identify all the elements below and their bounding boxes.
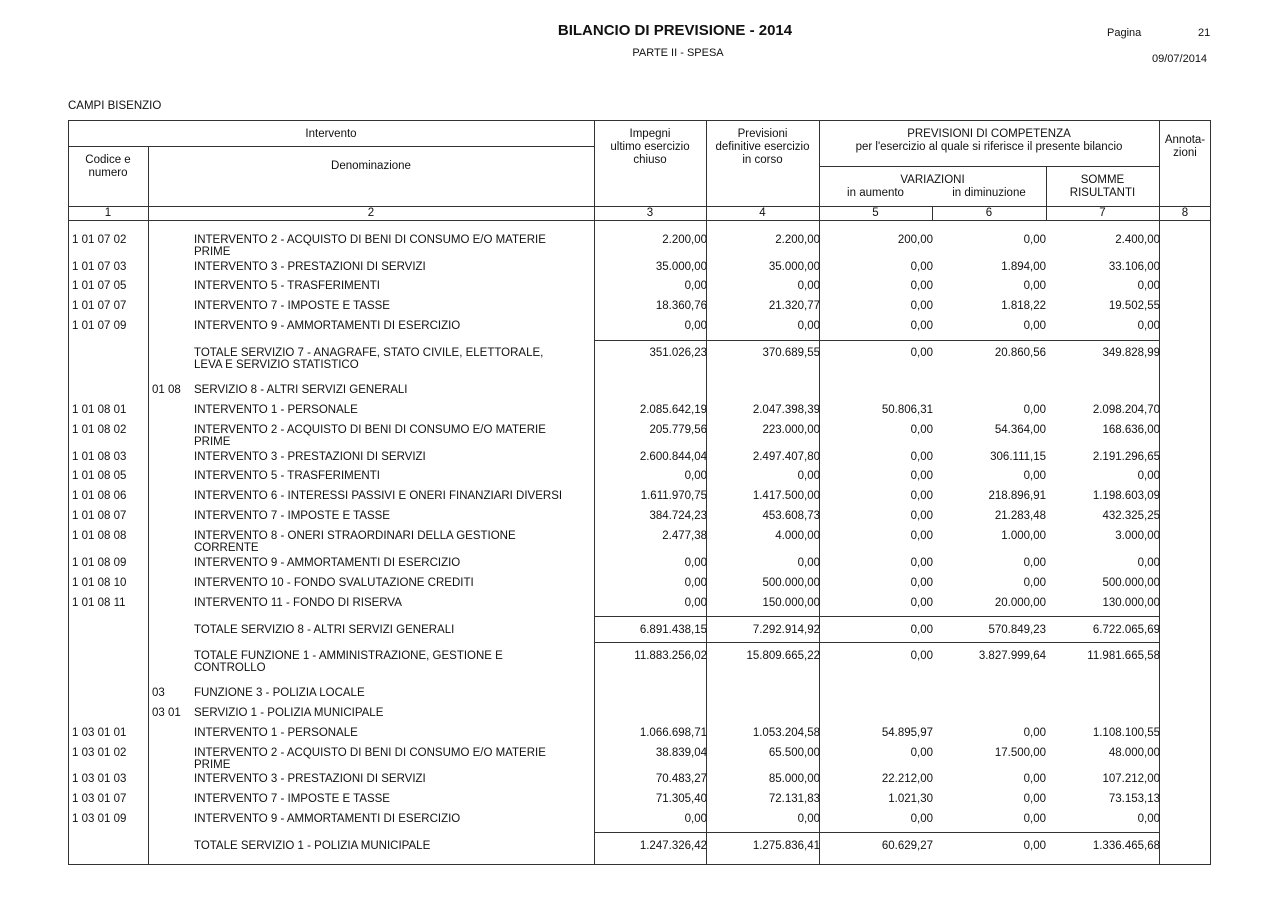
row-value: 0,00 [1023, 404, 1046, 416]
row-value: 2.477,38 [662, 530, 707, 542]
row-value: 50.806,31 [881, 404, 933, 416]
row-value: 306.111,15 [990, 451, 1046, 463]
row-value: 0,00 [797, 557, 820, 569]
page-label: Pagina [1107, 27, 1142, 39]
row-value: 0,00 [910, 424, 933, 436]
row-value: 0,00 [910, 577, 933, 589]
row-value: 168.636,00 [1102, 424, 1160, 436]
page-number: 21 [1198, 27, 1211, 39]
row-value: 73.153,13 [1108, 793, 1160, 805]
row-denominazione: INTERVENTO 7 - IMPOSTE E TASSE [194, 510, 390, 522]
row-denominazione: FUNZIONE 3 - POLIZIA LOCALE [194, 687, 365, 699]
row-value: 7.292.914,92 [752, 624, 820, 636]
row-value: 0,00 [797, 320, 820, 332]
row-value: 2.191.296,65 [1092, 451, 1160, 463]
row-denominazione: TOTALE SERVIZIO 1 - POLIZIA MUNICIPALE [194, 840, 431, 852]
row-denominazione: INTERVENTO 8 - ONERI STRAORDINARI DELLA GESTIONE CORRENTE [194, 530, 516, 554]
row-value: 1.000,00 [1001, 530, 1046, 542]
row-value: 0,00 [910, 813, 933, 825]
row-value: 18.360,76 [655, 300, 707, 312]
row-denominazione: INTERVENTO 10 - FONDO SVALUTAZIONE CREDITI [194, 577, 474, 589]
row-value: 1.417.500,00 [752, 490, 820, 502]
column-number: 1 [104, 207, 112, 219]
row-value: 70.483,27 [655, 773, 707, 785]
row-value: 500.000,00 [1102, 577, 1160, 589]
row-value: 0,00 [910, 320, 933, 332]
row-value: 35.000,00 [768, 261, 820, 273]
row-denominazione: TOTALE SERVIZIO 8 - ALTRI SERVIZI GENERALI [194, 624, 455, 636]
row-denominazione: INTERVENTO 5 - TRASFERIMENTI [194, 280, 380, 292]
row-code: 1 01 08 02 [72, 424, 127, 436]
row-code: 1 01 08 08 [72, 530, 127, 542]
row-value: 0,00 [1023, 470, 1046, 482]
row-value: 6.891.438,15 [639, 624, 707, 636]
row-denominazione: INTERVENTO 3 - PRESTAZIONI DI SERVIZI [194, 773, 426, 785]
row-value: 107.212,00 [1102, 773, 1160, 785]
row-value: 11.883.256,02 [634, 650, 707, 662]
row-code: 1 01 07 09 [72, 320, 127, 332]
row-code: 1 03 01 02 [72, 747, 127, 759]
column-number: 2 [367, 207, 375, 219]
header-codice: Codice e numero [85, 154, 131, 179]
row-value: 2.200,00 [775, 234, 820, 246]
row-value: 0,00 [910, 280, 933, 292]
header-impegni: Impegni ultimo esercizio chiuso [610, 128, 690, 166]
row-value: 35.000,00 [655, 261, 707, 273]
row-value: 21.283,48 [994, 510, 1046, 522]
row-value: 1.611.970,75 [640, 490, 707, 502]
row-denominazione: INTERVENTO 1 - PERSONALE [194, 404, 358, 416]
header-rule [68, 220, 1211, 221]
row-value: 0,00 [1023, 793, 1046, 805]
row-denominazione: INTERVENTO 9 - AMMORTAMENTI DI ESERCIZIO [194, 557, 461, 569]
row-value: 370.689,55 [762, 347, 820, 359]
row-value: 0,00 [797, 813, 820, 825]
row-value: 17.500,00 [994, 747, 1046, 759]
row-value: 0,00 [910, 347, 933, 359]
row-value: 0,00 [684, 470, 707, 482]
row-value: 500.000,00 [762, 577, 820, 589]
row-value: 453.608,73 [762, 510, 820, 522]
row-denominazione: INTERVENTO 9 - AMMORTAMENTI DI ESERCIZIO [194, 320, 461, 332]
row-value: 570.849,23 [988, 624, 1046, 636]
header-rule [68, 146, 594, 147]
row-value: 0,00 [1023, 577, 1046, 589]
header-competenza: PREVISIONI DI COMPETENZA per l'esercizio al quale si riferisce il presente bilancio [855, 128, 1123, 153]
row-value: 0,00 [684, 557, 707, 569]
row-value: 22.212,00 [881, 773, 933, 785]
row-denominazione: TOTALE SERVIZIO 7 - ANAGRAFE, STATO CIVILE, ELETTORALE, LEVA E SERVIZIO STATISTICO [194, 347, 544, 371]
row-value: 1.198.603,09 [1092, 490, 1160, 502]
row-code: 1 01 08 10 [72, 577, 127, 589]
row-value: 15.809.665,22 [746, 650, 820, 662]
row-value: 1.247.326,42 [639, 840, 707, 852]
row-value: 0,00 [910, 557, 933, 569]
header-previsioni: Previsioni definitive esercizio in corso [715, 128, 810, 166]
row-value: 0,00 [684, 320, 707, 332]
row-value: 19.502,55 [1108, 300, 1160, 312]
row-value: 1.066.698,71 [639, 727, 707, 739]
row-value: 0,00 [797, 280, 820, 292]
row-value: 1.108.100,55 [1092, 727, 1160, 739]
row-denominazione: INTERVENTO 11 - FONDO DI RISERVA [194, 597, 402, 609]
row-denominazione: INTERVENTO 3 - PRESTAZIONI DI SERVIZI [194, 261, 426, 273]
column-number: 7 [1099, 207, 1106, 219]
row-code: 1 01 07 02 [72, 234, 127, 246]
row-code: 1 01 08 05 [72, 470, 127, 482]
row-value: 0,00 [1023, 320, 1046, 332]
column-number: 3 [646, 207, 654, 219]
row-value: 0,00 [1023, 557, 1046, 569]
row-subcode: 03 [152, 687, 165, 699]
row-value: 0,00 [684, 577, 707, 589]
total-rule [594, 642, 1159, 643]
row-value: 0,00 [910, 530, 933, 542]
row-value: 351.026,23 [649, 347, 707, 359]
row-denominazione: INTERVENTO 3 - PRESTAZIONI DI SERVIZI [194, 451, 426, 463]
row-code: 1 03 01 01 [72, 727, 127, 739]
row-value: 1.818,22 [1001, 300, 1046, 312]
row-value: 0,00 [1023, 773, 1046, 785]
row-value: 0,00 [910, 451, 933, 463]
row-code: 1 03 01 07 [72, 793, 127, 805]
row-value: 1.336.465,68 [1092, 840, 1160, 852]
column-number: 6 [985, 207, 993, 219]
row-denominazione: INTERVENTO 2 - ACQUISTO DI BENI DI CONSUMO E/O MATERIE PRIME [194, 234, 546, 258]
row-denominazione: INTERVENTO 7 - IMPOSTE E TASSE [194, 793, 390, 805]
total-rule [594, 340, 1159, 341]
row-code: 1 01 07 05 [72, 280, 127, 292]
row-code: 1 01 08 03 [72, 451, 127, 463]
row-value: 21.320,77 [768, 300, 820, 312]
row-value: 384.724,23 [649, 510, 707, 522]
row-value: 33.106,00 [1108, 261, 1160, 273]
row-value: 6.722.065,69 [1092, 624, 1160, 636]
row-code: 1 01 07 03 [72, 261, 127, 273]
row-value: 38.839,04 [655, 747, 707, 759]
entity-name: CAMPI BISENZIO [68, 100, 162, 112]
row-value: 0,00 [910, 490, 933, 502]
row-value: 60.629,27 [881, 840, 933, 852]
row-value: 223.000,00 [762, 424, 820, 436]
total-rule [594, 832, 1159, 833]
row-value: 0,00 [1137, 557, 1160, 569]
row-value: 0,00 [684, 280, 707, 292]
row-denominazione: SERVIZIO 8 - ALTRI SERVIZI GENERALI [194, 384, 408, 396]
row-value: 205.779,56 [649, 424, 707, 436]
row-value: 2.098.204,70 [1092, 404, 1160, 416]
header-variazioni: VARIAZIONI [900, 174, 965, 186]
row-value: 1.275.836,41 [752, 840, 820, 852]
row-value: 130.000,00 [1102, 597, 1160, 609]
report-subtitle: PARTE II - SPESA [632, 47, 724, 59]
row-value: 11.981.665,58 [1087, 650, 1160, 662]
report-title: BILANCIO DI PREVISIONE - 2014 [557, 22, 793, 39]
col-divider [148, 146, 149, 865]
row-subcode: 01 08 [152, 384, 181, 396]
row-value: 65.500,00 [768, 747, 820, 759]
row-value: 48.000,00 [1108, 747, 1160, 759]
row-denominazione: INTERVENTO 9 - AMMORTAMENTI DI ESERCIZIO [194, 813, 461, 825]
row-code: 1 03 01 03 [72, 773, 127, 785]
row-code: 1 01 08 09 [72, 557, 127, 569]
row-value: 54.895,97 [881, 727, 933, 739]
row-value: 20.000,00 [994, 597, 1046, 609]
row-denominazione: INTERVENTO 2 - ACQUISTO DI BENI DI CONSUMO E/O MATERIE PRIME [194, 747, 546, 771]
header-somme: SOMME RISULTANTI [1069, 174, 1136, 199]
row-value: 2.400,00 [1115, 234, 1160, 246]
row-value: 0,00 [1023, 234, 1046, 246]
row-code: 1 03 01 09 [72, 813, 127, 825]
header-intervento: Intervento [305, 128, 357, 140]
row-value: 200,00 [897, 234, 933, 246]
row-value: 1.021,30 [888, 793, 933, 805]
row-value: 54.364,00 [994, 424, 1046, 436]
row-value: 0,00 [1137, 320, 1160, 332]
column-number: 5 [872, 207, 879, 219]
column-number: 8 [1181, 207, 1189, 219]
row-value: 0,00 [1137, 470, 1160, 482]
row-value: 2.047.398,39 [752, 404, 820, 416]
header-in-aumento: in aumento [847, 187, 904, 199]
row-value: 72.131,83 [768, 793, 820, 805]
row-denominazione: TOTALE FUNZIONE 1 - AMMINISTRAZIONE, GESTIONE E CONTROLLO [194, 650, 503, 674]
row-code: 1 01 08 01 [72, 404, 127, 416]
row-value: 0,00 [910, 650, 933, 662]
row-code: 1 01 08 06 [72, 490, 127, 502]
row-value: 0,00 [1137, 280, 1160, 292]
row-value: 0,00 [684, 597, 707, 609]
header-in-diminuzione: in diminuzione [952, 187, 1026, 199]
row-value: 0,00 [797, 470, 820, 482]
row-value: 71.305,40 [655, 793, 707, 805]
row-value: 0,00 [910, 300, 933, 312]
header-annotazioni: Annota- zioni [1164, 134, 1206, 159]
row-code: 1 01 08 07 [72, 510, 127, 522]
row-value: 1.894,00 [1001, 261, 1046, 273]
col-divider [594, 120, 595, 865]
row-code: 1 01 07 07 [72, 300, 127, 312]
row-value: 20.860,56 [994, 347, 1046, 359]
row-value: 1.053.204,58 [752, 727, 820, 739]
row-value: 3.827.999,64 [978, 650, 1046, 662]
column-number: 4 [759, 207, 766, 219]
header-denominazione: Denominazione [331, 160, 411, 172]
row-value: 2.600.844,04 [639, 451, 707, 463]
row-value: 0,00 [1023, 727, 1046, 739]
row-denominazione: INTERVENTO 6 - INTERESSI PASSIVI E ONERI FINANZIARI DIVERSI [194, 490, 563, 502]
row-value: 0,00 [910, 470, 933, 482]
row-value: 218.896,91 [988, 490, 1046, 502]
header-rule [819, 166, 1159, 167]
row-value: 0,00 [910, 261, 933, 273]
row-denominazione: INTERVENTO 7 - IMPOSTE E TASSE [194, 300, 390, 312]
row-denominazione: INTERVENTO 5 - TRASFERIMENTI [194, 470, 380, 482]
row-code: 1 01 08 11 [72, 597, 126, 609]
row-value: 2.085.642,19 [639, 404, 707, 416]
row-value: 150.000,00 [762, 597, 820, 609]
row-value: 0,00 [910, 624, 933, 636]
total-rule [594, 616, 1159, 617]
row-value: 0,00 [910, 510, 933, 522]
row-value: 0,00 [1023, 813, 1046, 825]
row-value: 432.325,25 [1102, 510, 1160, 522]
report-date: 09/07/2014 [1152, 53, 1208, 65]
row-value: 85.000,00 [768, 773, 820, 785]
row-value: 0,00 [910, 597, 933, 609]
row-value: 0,00 [684, 813, 707, 825]
row-value: 4.000,00 [775, 530, 820, 542]
row-value: 0,00 [1023, 840, 1046, 852]
row-value: 349.828,99 [1102, 347, 1160, 359]
row-subcode: 03 01 [152, 707, 181, 719]
row-value: 0,00 [1137, 813, 1160, 825]
row-value: 2.200,00 [662, 234, 707, 246]
row-value: 0,00 [1023, 280, 1046, 292]
row-value: 2.497.407,80 [752, 451, 820, 463]
row-denominazione: INTERVENTO 1 - PERSONALE [194, 727, 358, 739]
row-value: 3.000,00 [1115, 530, 1160, 542]
row-denominazione: INTERVENTO 2 - ACQUISTO DI BENI DI CONSUMO E/O MATERIE PRIME [194, 424, 546, 448]
row-denominazione: SERVIZIO 1 - POLIZIA MUNICIPALE [194, 707, 384, 719]
row-value: 0,00 [910, 747, 933, 759]
